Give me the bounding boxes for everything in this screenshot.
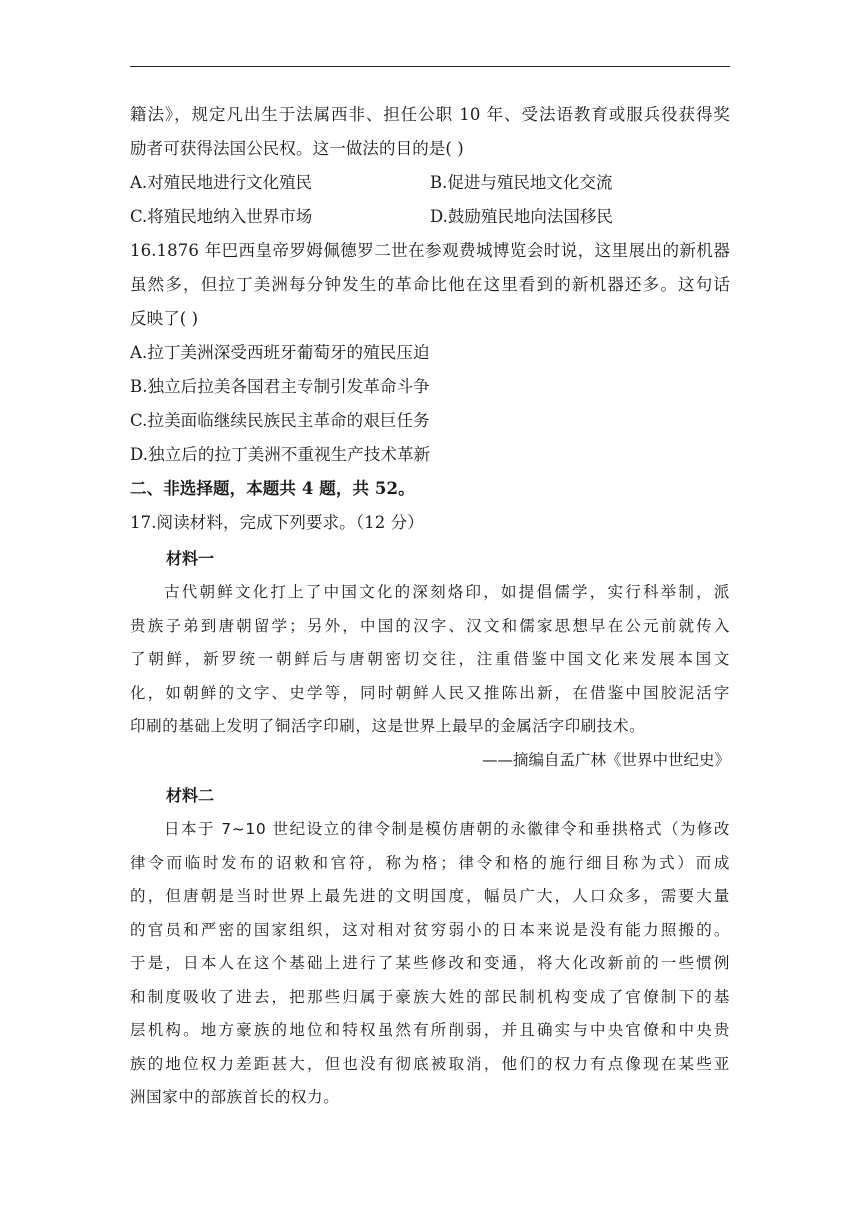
q16-option-c[interactable]: C.拉美面临继续民族民主革命的艰巨任务 (130, 411, 430, 430)
material-1-line: 贵族子弟到唐朝留学；另外，中国的汉字、汉文和儒家思想早在公元前就传入 (130, 616, 730, 635)
q15-option-c[interactable]: C.将殖民地纳入世界市场 (130, 207, 313, 226)
material-1-source: ——摘编自孟广林《世界中世纪史》 (481, 750, 730, 769)
q15-options-row-1 (130, 166, 730, 200)
material-2-line: 律令而临时发布的诏敕和官符，称为格；律令和格的施行细目称为式）而成 (130, 853, 730, 872)
material-2-line: 的官员和严密的国家组织，这对相对贫穷弱小的日本来说是没有能力照搬的。 (130, 920, 730, 939)
q15-option-b[interactable]: B.促进与殖民地文化交流 (430, 173, 613, 192)
material-2-line: 的，但唐朝是当时世界上最先进的文明国度，幅员广大，人口众多，需要大量 (130, 887, 730, 905)
q16-option-b[interactable]: B.独立后拉美各国君主专制引发革命斗争 (130, 377, 430, 396)
material-2-line: 族的地位权力差距甚大，但也没有彻底被取消，他们的权力有点像现在某些亚 (130, 1054, 730, 1073)
q16-option-a[interactable]: A.拉丁美洲深受西班牙葡萄牙的殖民压迫 (130, 343, 430, 362)
q16-stem-line-3: 反映了( ) (130, 309, 199, 328)
material-1-line: 古代朝鲜文化打上了中国文化的深刻烙印，如提倡儒学，实行科举制，派 (164, 583, 730, 601)
q17-stem: 17.阅读材料，完成下列要求。（12 分） (130, 513, 424, 532)
material-1-line: 了朝鲜，新罗统一朝鲜后与唐朝密切交往，注重借鉴中国文化来发展本国文 (130, 650, 730, 668)
material-1-title: 材料一 (166, 549, 215, 568)
material-2-title: 材料二 (166, 786, 215, 805)
section-heading: 二、非选择题，本题共 4 题，共 52。 (130, 479, 415, 498)
q15-options-row-2 (130, 200, 730, 234)
exam-page (130, 98, 730, 1115)
material-1-line: 印刷的基础上发明了铜活字印刷，这是世界上最早的金属活字印刷技术。 (130, 717, 646, 735)
q16-stem-line-1: 16.1876 年巴西皇帝罗姆佩德罗二世在参观费城博览会时说，这里展出的新机器 (130, 241, 730, 260)
material-2-line: 于是，日本人在这个基础上进行了某些修改和变通，将大化改新前的一些惯例 (130, 954, 730, 972)
q15-option-d[interactable]: D.鼓励殖民地向法国移民 (430, 207, 613, 226)
q15-option-a[interactable]: A.对殖民地进行文化殖民 (130, 173, 313, 192)
q16-stem-line-2: 虽然多，但拉丁美洲每分钟发生的革命比他在这里看到的新机器还多。这句话 (130, 275, 730, 294)
material-2-line: 层机构。地方豪族的地位和特权虽然有所削弱，并且确实与中央官僚和中央贵 (130, 1021, 730, 1039)
material-2-line: 洲国家中的部族首长的权力。 (130, 1088, 340, 1106)
material-1-line: 化，如朝鲜的文字、史学等，同时朝鲜人民又推陈出新，在借鉴中国胶泥活字 (130, 683, 730, 702)
q16-option-d[interactable]: D.独立后的拉丁美洲不重视生产技术革新 (130, 445, 431, 464)
q15-stem-line-1: 籍法》，规定凡出生于法属西非、担任公职 10 年、受法语教育或服兵役获得奖 (130, 105, 730, 124)
material-2-line: 日本于 7~10 世纪设立的律令制是模仿唐朝的永徽律令和垂拱格式（为修改 (164, 820, 730, 838)
q15-stem-line-2: 励者可获得法国公民权。这一做法的目的是( ) (130, 139, 464, 158)
header-rule (130, 66, 730, 67)
material-2-line: 和制度吸收了进去，把那些归属于豪族大姓的部民制机构变成了官僚制下的基 (130, 987, 730, 1006)
